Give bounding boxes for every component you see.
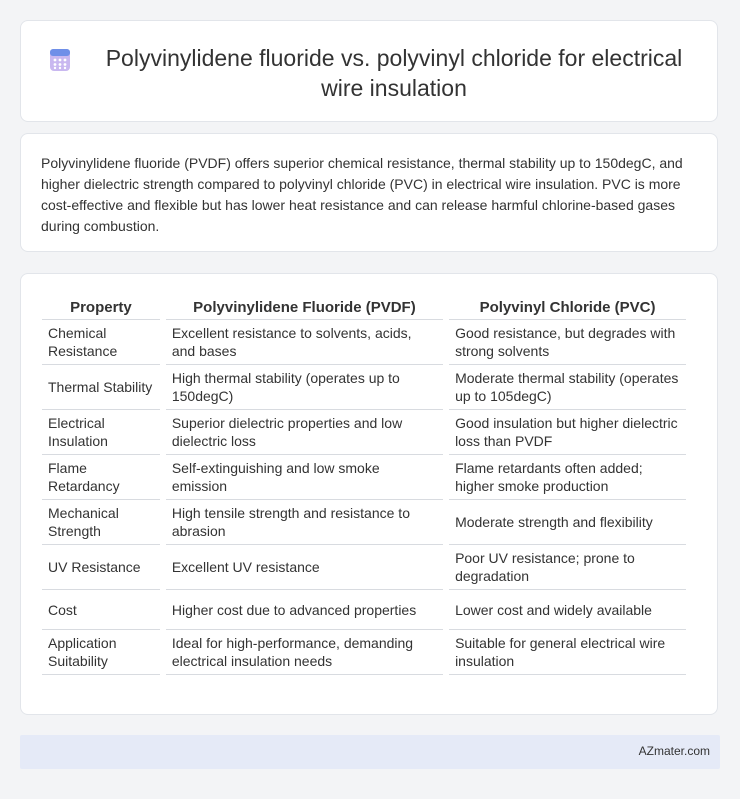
header-pvc: Polyvinyl Chloride (PVC): [449, 294, 686, 320]
calculator-icon: [47, 47, 73, 73]
cell-property: Mechanical Strength: [42, 500, 160, 545]
cell-pvdf: Self-extinguishing and low smoke emission: [166, 455, 443, 500]
comparison-table: [36, 294, 692, 675]
comparison-card: [20, 273, 718, 715]
table-row: [42, 545, 686, 590]
footer-bar: [20, 735, 720, 769]
table-row: [42, 590, 686, 630]
cell-property: Thermal Stability: [42, 365, 160, 410]
header-pvdf: Polyvinylidene Fluoride (PVDF): [166, 294, 443, 320]
cell-pvdf: High tensile strength and resistance to abrasion: [166, 500, 443, 545]
cell-pvdf: Higher cost due to advanced properties: [166, 590, 443, 630]
cell-property: Application Suitability: [42, 630, 160, 675]
cell-pvc: Suitable for general electrical wire insulation: [449, 630, 686, 675]
table-row: [42, 320, 686, 365]
footer-site[interactable]: AZmater.com: [638, 744, 710, 758]
cell-pvc: Moderate thermal stability (operates up to 105degC): [449, 365, 686, 410]
cell-pvc: Good resistance, but degrades with strong solvents: [449, 320, 686, 365]
cell-property: Electrical Insulation: [42, 410, 160, 455]
header-card: [20, 20, 718, 122]
cell-property: UV Resistance: [42, 545, 160, 590]
cell-property: Flame Retardancy: [42, 455, 160, 500]
table-row: [42, 500, 686, 545]
table-header-row: [42, 294, 686, 320]
page-title: Polyvinylidene fluoride vs. polyvinyl chloride for electrical wire insulation: [105, 45, 683, 101]
summary-text: Polyvinylidene fluoride (PVDF) offers superior chemical resistance, thermal stability up to 150degC, and higher dielectric strength compared to polyvinyl chloride (PVC) in electrical wire insulation. PVC is more cost-effective and flexible but has lower heat resistance and can release harmful chlorine-based gases during combustion.: [41, 155, 683, 234]
cell-pvdf: Excellent UV resistance: [166, 545, 443, 590]
table-row: [42, 410, 686, 455]
header-property: Property: [42, 294, 160, 320]
table-row: [42, 630, 686, 675]
table-row: [42, 455, 686, 500]
cell-pvc: Lower cost and widely available: [449, 590, 686, 630]
cell-pvdf: Ideal for high-performance, demanding electrical insulation needs: [166, 630, 443, 675]
summary-card: [20, 133, 718, 252]
cell-pvc: Moderate strength and flexibility: [449, 500, 686, 545]
cell-pvdf: High thermal stability (operates up to 150degC): [166, 365, 443, 410]
cell-pvdf: Superior dielectric properties and low dielectric loss: [166, 410, 443, 455]
cell-pvc: Good insulation but higher dielectric loss than PVDF: [449, 410, 686, 455]
cell-pvc: Flame retardants often added; higher smoke production: [449, 455, 686, 500]
cell-property: Chemical Resistance: [42, 320, 160, 365]
cell-pvdf: Excellent resistance to solvents, acids, and bases: [166, 320, 443, 365]
cell-property: Cost: [42, 590, 160, 630]
cell-pvc: Poor UV resistance; prone to degradation: [449, 545, 686, 590]
table-row: [42, 365, 686, 410]
